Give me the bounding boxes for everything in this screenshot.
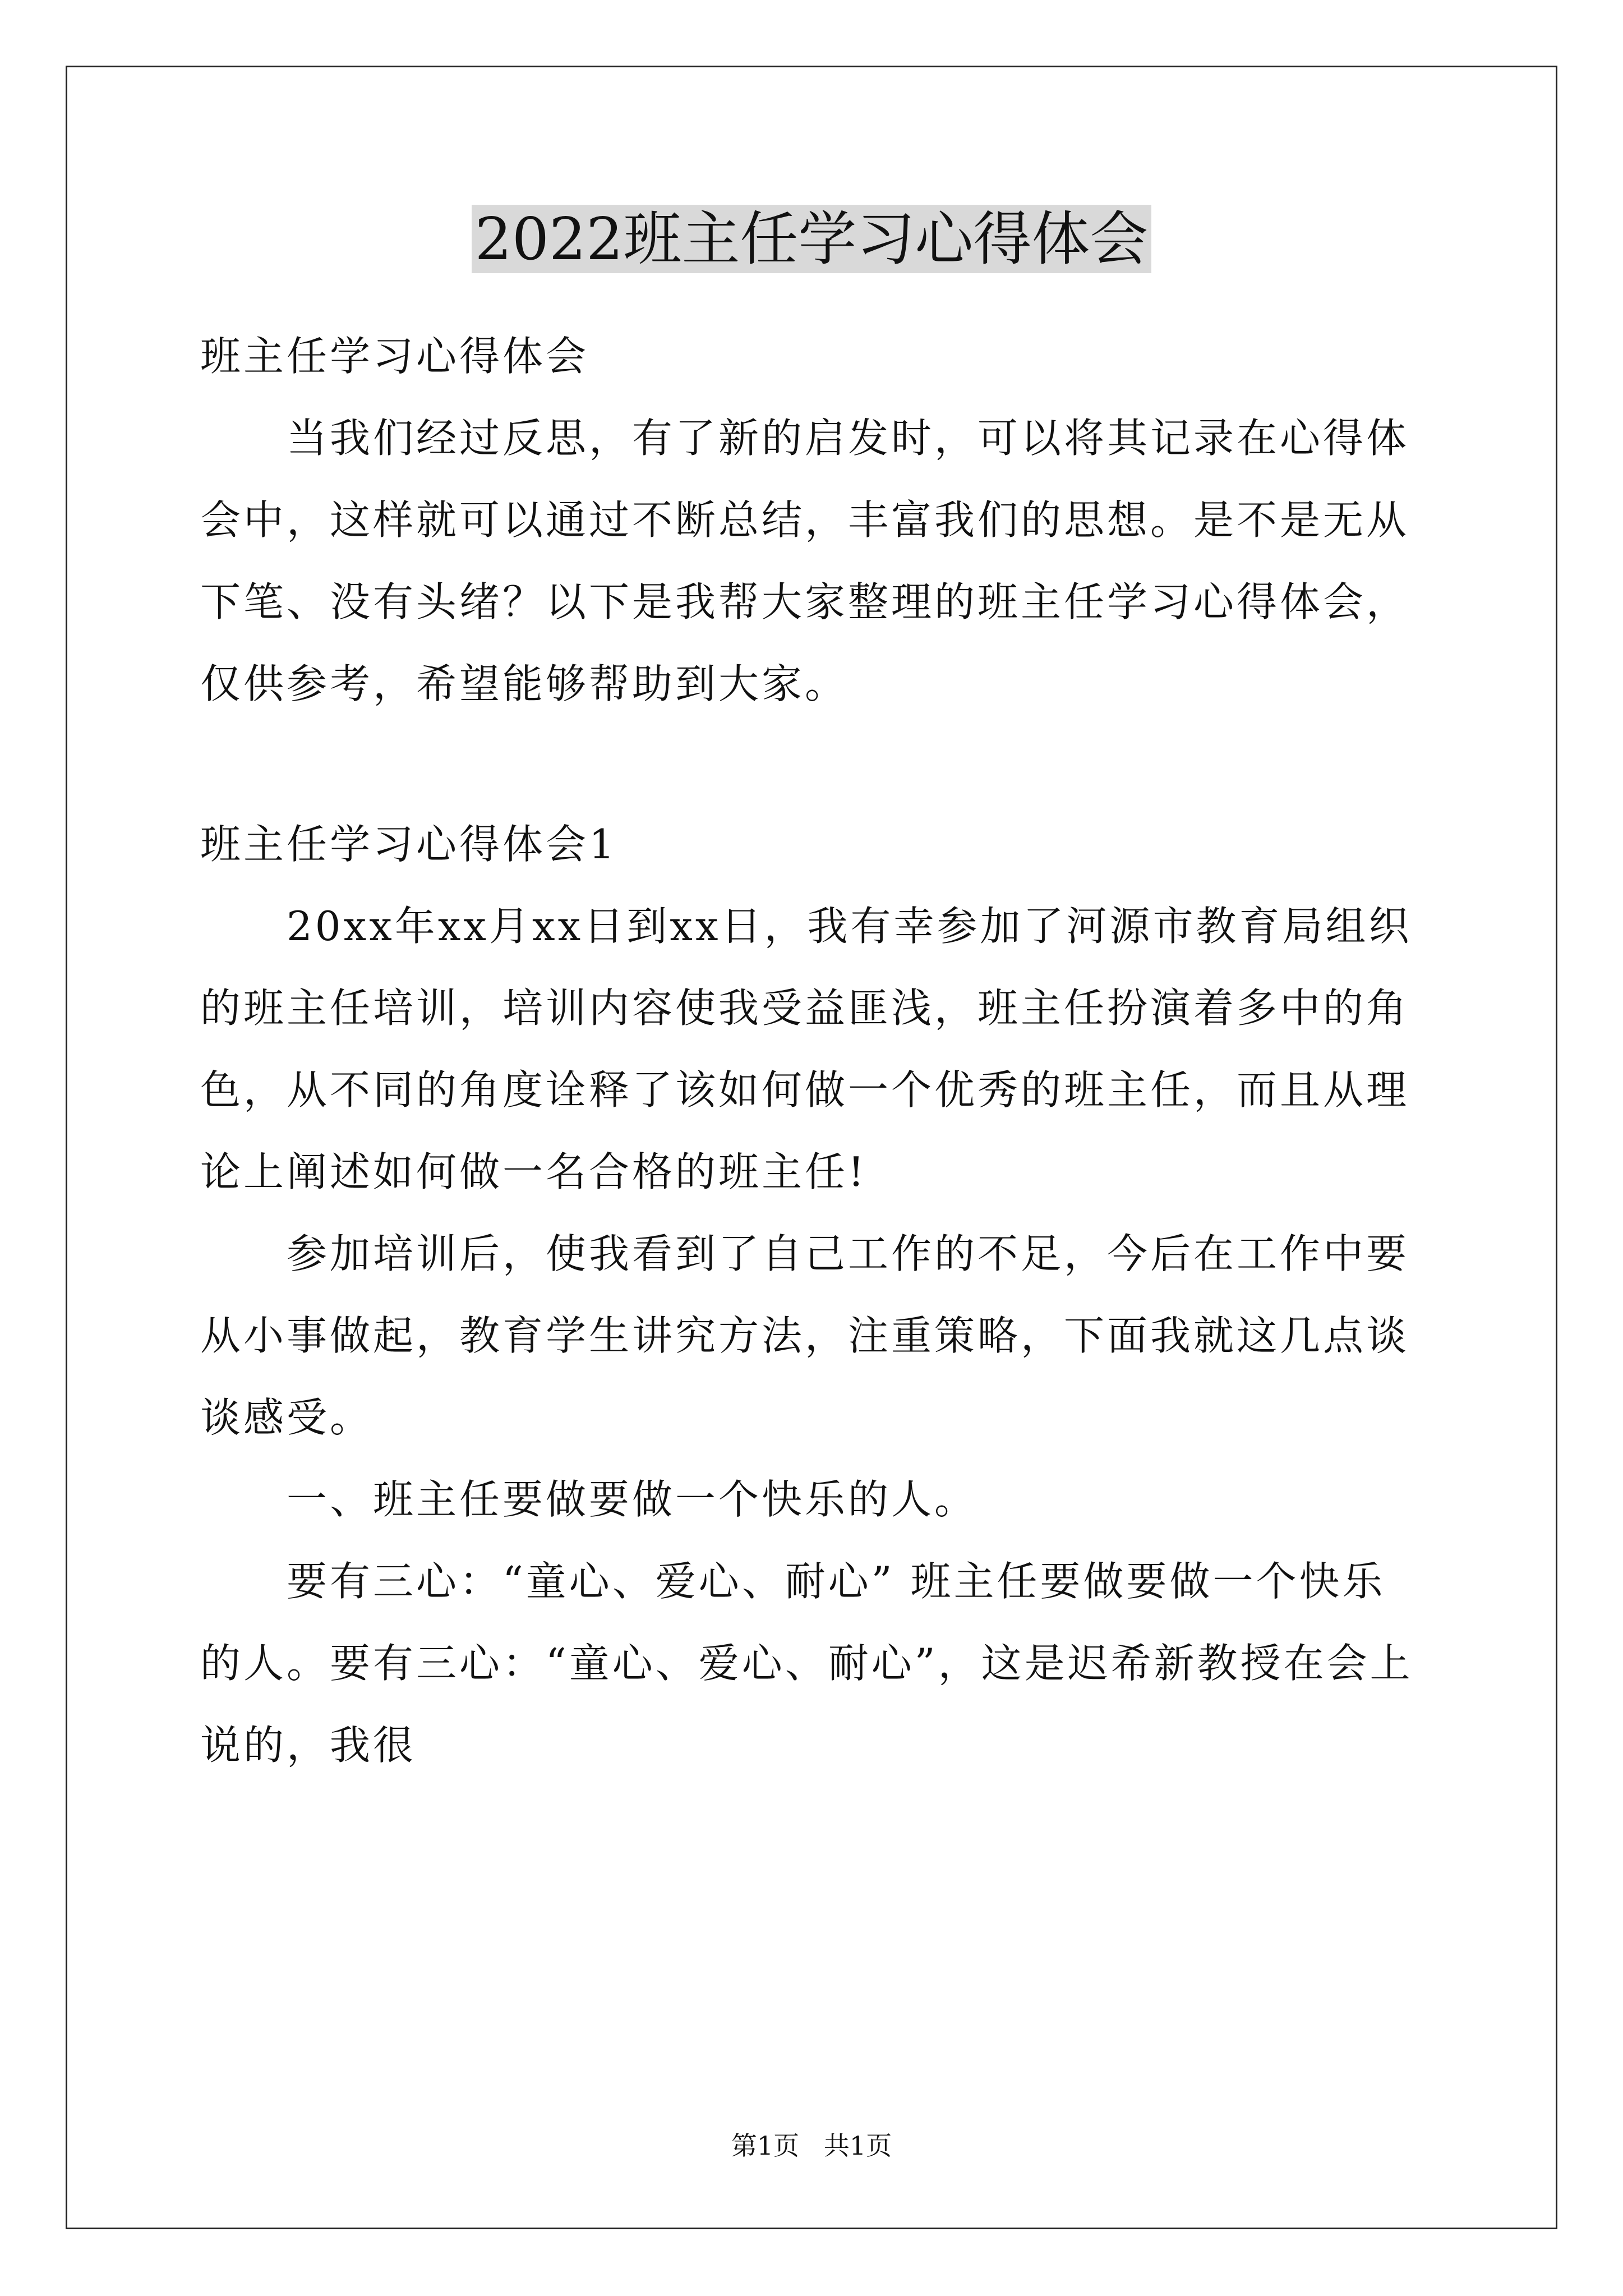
body-paragraph: 参加培训后，使我看到了自己工作的不足，今后在工作中要从小事做起，教育学生讲究方法，注重策略，下面我就这几点谈谈感受。 bbox=[200, 1230, 1410, 1441]
body-paragraph: 要有三心：“童心、爱心、耐心” 班主任要做要做一个快乐的人。要有三心：“童心、爱心、耐心”，这是迟希新教授在会上说的，我很 bbox=[200, 1558, 1413, 1769]
document-title-text: 2022班主任学习心得体会 bbox=[472, 205, 1152, 273]
document-body bbox=[200, 315, 1428, 1786]
subtitle-paragraph: 班主任学习心得体会 bbox=[200, 333, 589, 380]
section-heading: 班主任学习心得体会1 bbox=[200, 821, 617, 868]
body-paragraph: 一、班主任要做要做一个快乐的人。 bbox=[287, 1476, 978, 1523]
body-paragraph: 20xx年xx月xx日到xx日，我有幸参加了河源市教育局组织的班主任培训，培训内容使我受益匪浅，班主任扮演着多中的角色，从不同的角度诠释了该如何做一个优秀的班主任，而且从理论上阐述如何做一名合格的班主任! bbox=[200, 903, 1412, 1195]
document-title bbox=[0, 200, 1623, 278]
intro-paragraph: 当我们经过反思，有了新的启发时，可以将其记录在心得体会中，这样就可以通过不断总结，丰富我们的思想。是不是无从下笔、没有头绪？以下是我帮大家整理的班主任学习心得体会，仅供参考，希望能够帮助到大家。 bbox=[200, 415, 1410, 707]
page-number-footer: 第1页 共1页 bbox=[731, 2131, 892, 2161]
